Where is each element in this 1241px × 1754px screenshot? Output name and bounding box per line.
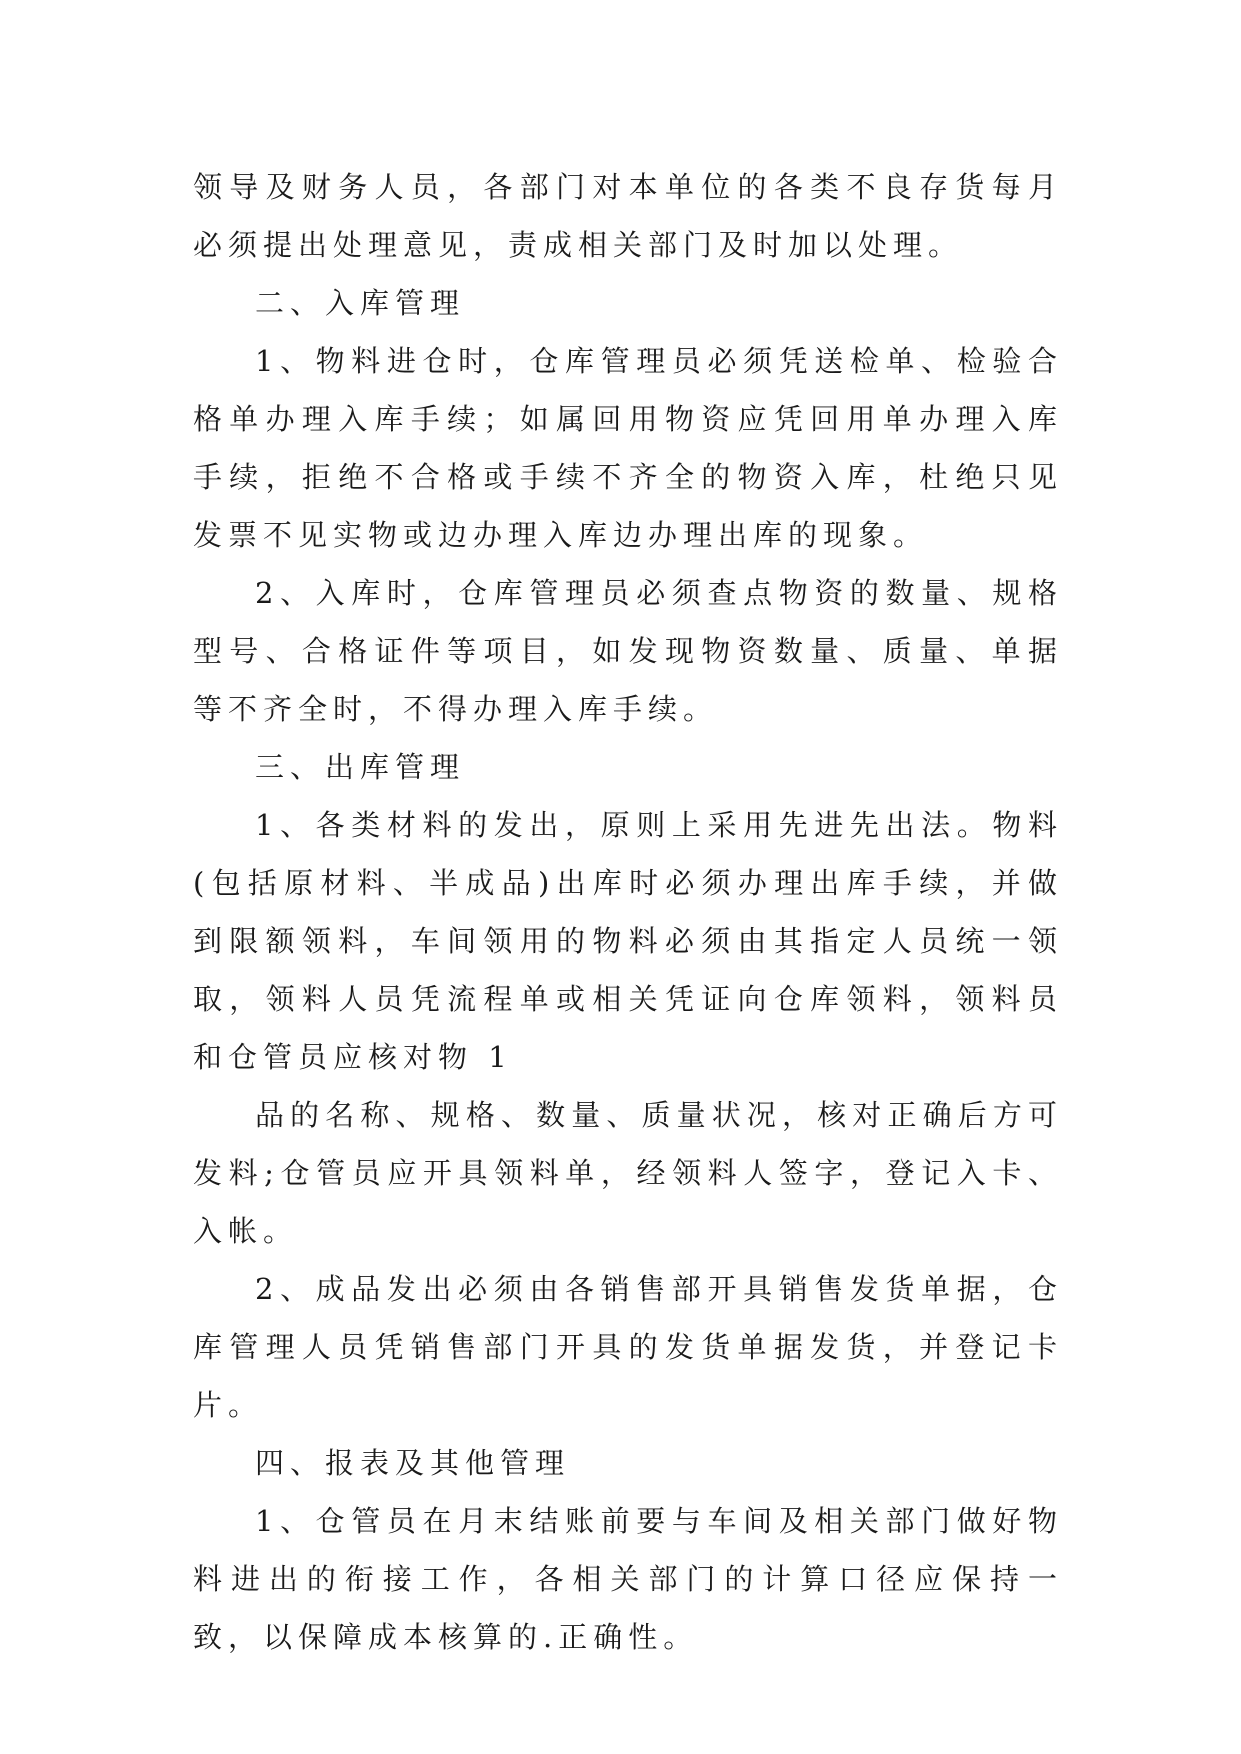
section-heading-reports: 四、报表及其他管理 xyxy=(255,1446,571,1480)
paragraph-outbound-2: 2、成品发出必须由各销售部开具销售发货单据，仓库管理人员凭销售部门开具的发货单据发货，并登记卡片。 xyxy=(193,1272,1063,1422)
paragraph-reports-1: 1、仓管员在月末结账前要与车间及相关部门做好物料进出的衔接工作，各相关部门的计算口径应保持一致，以保障成本核算的.正确性。 xyxy=(193,1504,1063,1654)
document-body xyxy=(193,158,1063,1666)
paragraph-outbound-1: 1、各类材料的发出，原则上采用先进先出法。物料(包括原材料、半成品)出库时必须办理出库手续，并做到限额领料，车间领用的物料必须由其指定人员统一领取，领料人员凭流程单或相关凭证向仓库领料，领料员和仓管员应核对物 1 xyxy=(193,808,1063,1074)
paragraph-inbound-1: 1、物料进仓时，仓库管理员必须凭送检单、检验合格单办理入库手续；如属回用物资应凭回用单办理入库手续，拒绝不合格或手续不齐全的物资入库，杜绝只见发票不见实物或边办理入库边办理出库的现象。 xyxy=(193,344,1063,552)
paragraph-continued: 领导及财务人员，各部门对本单位的各类不良存货每月必须提出处理意见，责成相关部门及时加以处理。 xyxy=(193,170,1063,262)
paragraph-outbound-1-continued: 品的名称、规格、数量、质量状况，核对正确后方可发料;仓管员应开具领料单，经领料人签字，登记入卡、入帐。 xyxy=(193,1098,1063,1248)
section-heading-outbound: 三、出库管理 xyxy=(255,750,466,784)
paragraph-inbound-2: 2、入库时，仓库管理员必须查点物资的数量、规格型号、合格证件等项目，如发现物资数量、质量、单据等不齐全时，不得办理入库手续。 xyxy=(193,576,1063,726)
section-heading-inbound: 二、入库管理 xyxy=(255,286,466,320)
